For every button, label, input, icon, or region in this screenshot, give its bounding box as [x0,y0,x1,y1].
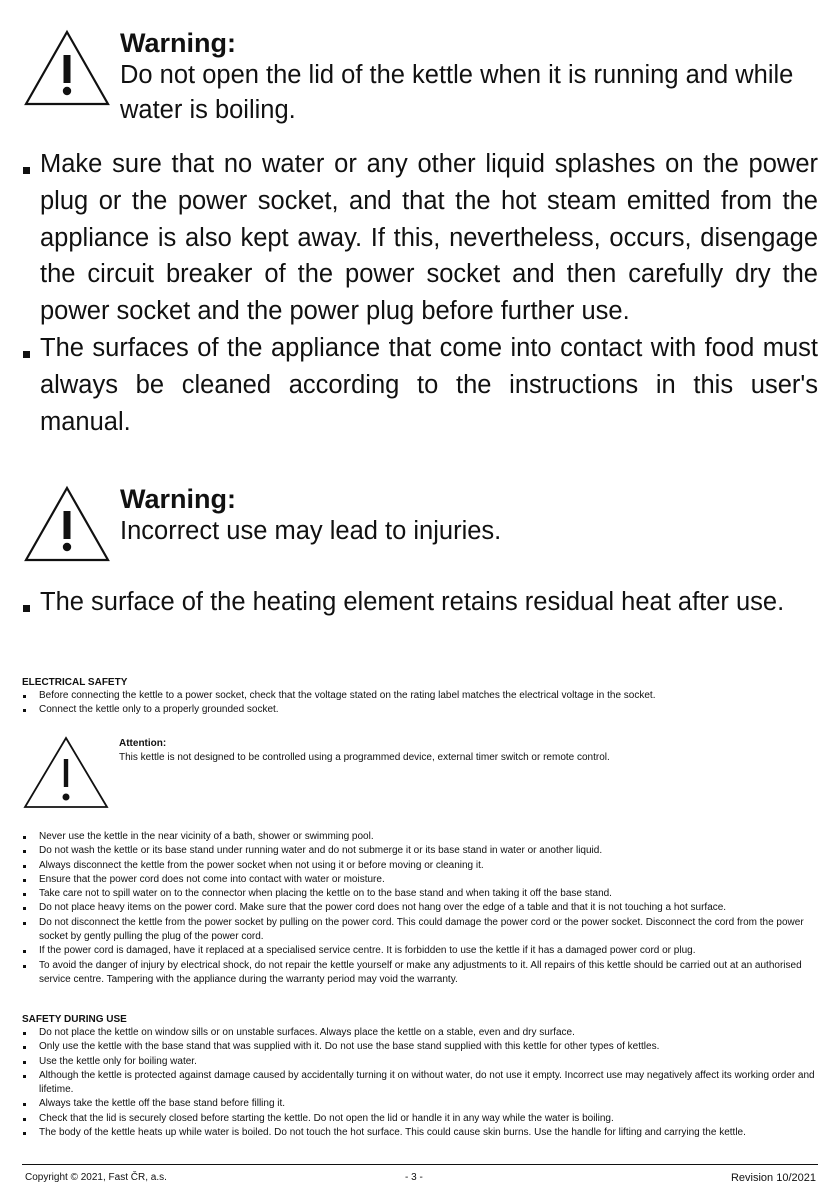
list-item: Ensure that the power cord does not come into contact with water or moisture. [22,873,818,887]
footer-copyright: Copyright © 2021, Fast ČR, a.s. [25,1172,167,1183]
section-heading-electrical-safety: ELECTRICAL SAFETY [22,677,128,688]
safety-bullets-large [22,146,818,440]
warning-triangle-icon [22,735,110,810]
list-item: Do not disconnect the kettle from the power socket by pulling on the power cord. This could damage the power cord or the power socket. Disconnect the cord from the power socket by gently pulling the plug of the power cord. [22,916,818,945]
list-item: Check that the lid is securely closed before starting the kettle. Do not open the lid or handle it in any way while the water is boiling. [22,1112,818,1126]
list-item: Always take the kettle off the base stand before filling it. [22,1097,818,1111]
warning-block-injuries [22,484,822,564]
list-item: Do not wash the kettle or its base stand under running water and do not submerge it or its base stand in water or another liquid. [22,844,818,858]
attention-title: Attention: [119,738,167,749]
list-item: Do not place heavy items on the power cord. Make sure that the power cord does not hang over the edge of a table and that it is not touching a hot surface. [22,901,818,915]
footer-revision: Revision 10/2021 [730,1172,816,1184]
warning-triangle-icon [22,484,112,564]
list-item: Always disconnect the kettle from the power socket when not using it or before moving or cleaning it. [22,859,818,873]
list-item: Only use the kettle with the base stand that was supplied with it. Do not use the base stand supplied with this kettle for other types of kettles. [22,1040,818,1054]
list-item: To avoid the danger of injury by electrical shock, do not repair the kettle yourself or make any adjustments to it. All repairs of this kettle should be carried out at an authorised service centre. Tampering with the appliance during the warranty period may void the warranty. [22,959,818,988]
footer-page-number: - 3 - [405,1172,423,1183]
warning-text: Incorrect use may lead to injuries. [120,517,502,545]
attention-block [22,735,822,810]
list-item: Use the kettle only for boiling water. [22,1055,818,1069]
warning-title: Warning: [120,28,236,58]
list-item: Do not place the kettle on window sills or on unstable surfaces. Always place the kettle on a stable, even and dry surface. [22,1026,818,1040]
list-item: Before connecting the kettle to a power socket, check that the voltage stated on the rating label matches the electrical voltage in the socket. [22,689,818,703]
list-item: Take care not to spill water on to the connector when placing the kettle on to the base stand and when taking it off the base stand. [22,887,818,901]
residual-heat-bullet [22,584,818,621]
safety-during-use-list [22,1026,818,1140]
warning-triangle-icon [22,28,112,108]
list-item: Never use the kettle in the near vicinity of a bath, shower or swimming pool. [22,830,818,844]
list-item: Although the kettle is protected against damage caused by accidentally turning it on without water, do not use it empty. Incorrect use may negatively affect its working order and lifetime. [22,1069,818,1098]
warning-text: Do not open the lid of the kettle when it is running and while water is boiling. [120,61,794,124]
list-item: The surface of the heating element retains residual heat after use. [22,584,818,621]
electrical-safety-list [22,689,818,718]
list-item: The body of the kettle heats up while water is boiled. Do not touch the hot surface. This could cause skin burns. Use the handle for lifting and carrying the kettle. [22,1126,818,1140]
attention-text: This kettle is not designed to be controlled using a programmed device, external timer switch or remote control. [119,751,610,763]
page-footer [22,1164,818,1185]
list-item: Make sure that no water or any other liquid splashes on the power plug or the power socket, and that the hot steam emitted from the appliance is also kept away. If this, nevertheless, occurs, disengage the circuit breaker of the power socket and then carefully dry the power socket and the power plug before further use. [22,146,818,330]
list-item: The surfaces of the appliance that come into contact with food must always be cleaned according to the instructions in this user's manual. [22,330,818,440]
list-item: Connect the kettle only to a properly grounded socket. [22,703,818,717]
warning-block-lid [22,28,822,132]
warning-title: Warning: [120,484,236,514]
list-item: If the power cord is damaged, have it replaced at a specialised service centre. It is forbidden to use the kettle if it has a damaged power cord or plug. [22,944,818,958]
electrical-safety-more-list [22,830,818,987]
section-heading-safety-during-use: SAFETY DURING USE [22,1014,127,1025]
